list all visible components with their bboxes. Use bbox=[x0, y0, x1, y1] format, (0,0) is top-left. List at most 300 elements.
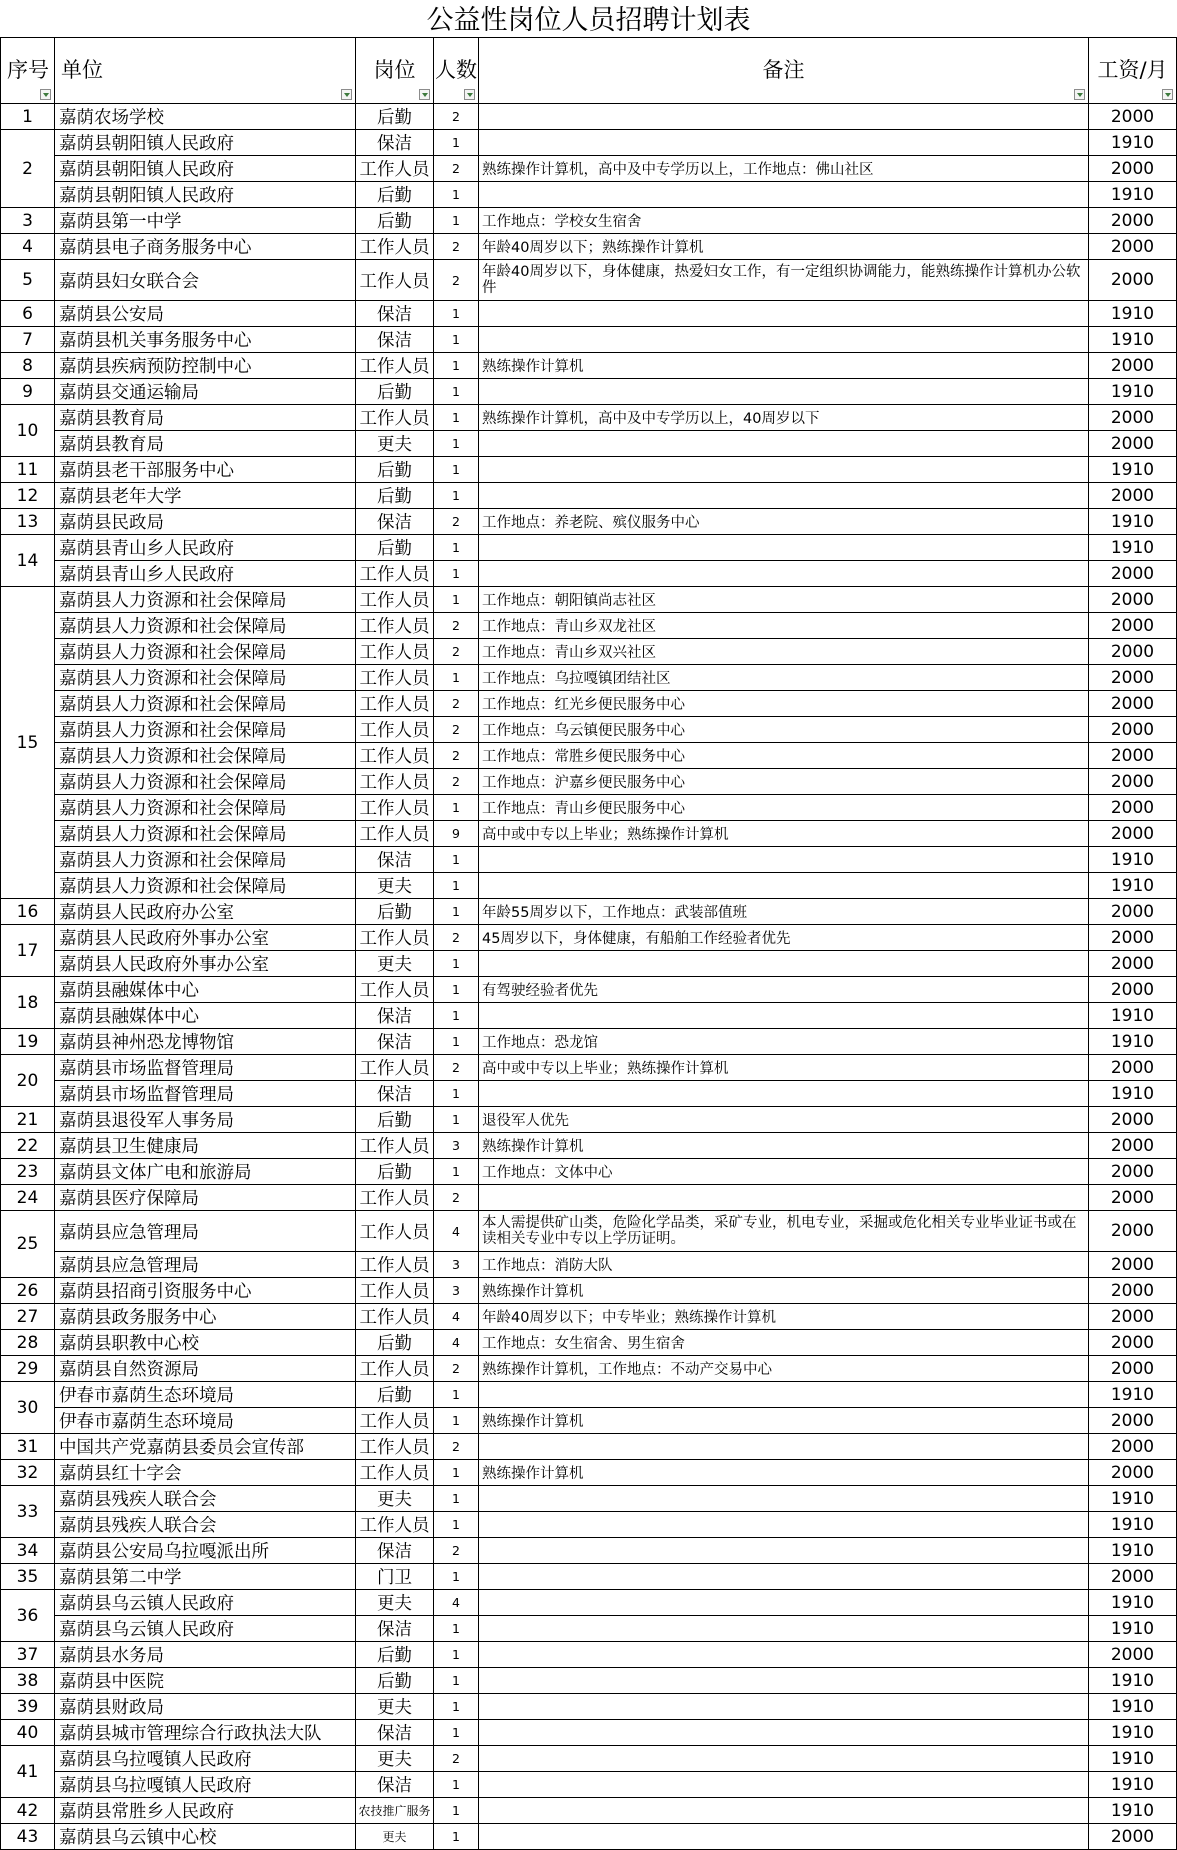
cell-count[interactable]: 4 bbox=[434, 1590, 479, 1616]
cell-unit[interactable]: 嘉荫县招商引资服务中心 bbox=[55, 1278, 356, 1304]
cell-note[interactable]: 熟练操作计算机 bbox=[479, 1278, 1089, 1304]
cell-position[interactable]: 工作人员 bbox=[356, 1356, 434, 1382]
cell-position[interactable]: 工作人员 bbox=[356, 234, 434, 260]
cell-position[interactable]: 工作人员 bbox=[356, 1133, 434, 1159]
cell-salary[interactable]: 1910 bbox=[1089, 1590, 1177, 1616]
cell-no[interactable]: 28 bbox=[1, 1330, 55, 1356]
cell-position[interactable]: 工作人员 bbox=[356, 1211, 434, 1252]
column-header-count[interactable] bbox=[434, 38, 479, 104]
cell-no[interactable]: 32 bbox=[1, 1460, 55, 1486]
cell-position[interactable]: 后勤 bbox=[356, 208, 434, 234]
cell-note[interactable] bbox=[479, 873, 1089, 899]
cell-unit[interactable]: 嘉荫县职教中心校 bbox=[55, 1330, 356, 1356]
cell-unit[interactable]: 嘉荫县人民政府外事办公室 bbox=[55, 925, 356, 951]
cell-unit[interactable]: 嘉荫县机关事务服务中心 bbox=[55, 327, 356, 353]
cell-position[interactable]: 保洁 bbox=[356, 1029, 434, 1055]
cell-position[interactable]: 工作人员 bbox=[356, 1512, 434, 1538]
cell-count[interactable]: 1 bbox=[434, 951, 479, 977]
cell-salary[interactable]: 1910 bbox=[1089, 1668, 1177, 1694]
cell-count[interactable]: 4 bbox=[434, 1304, 479, 1330]
cell-salary[interactable]: 2000 bbox=[1089, 1107, 1177, 1133]
cell-salary[interactable]: 2000 bbox=[1089, 483, 1177, 509]
cell-salary[interactable]: 1910 bbox=[1089, 1720, 1177, 1746]
cell-unit[interactable]: 嘉荫县融媒体中心 bbox=[55, 1003, 356, 1029]
cell-count[interactable]: 1 bbox=[434, 1668, 479, 1694]
cell-unit[interactable]: 嘉荫县青山乡人民政府 bbox=[55, 561, 356, 587]
cell-note[interactable] bbox=[479, 1382, 1089, 1408]
cell-no[interactable]: 15 bbox=[1, 587, 55, 899]
cell-salary[interactable]: 1910 bbox=[1089, 1081, 1177, 1107]
cell-no[interactable]: 37 bbox=[1, 1642, 55, 1668]
cell-salary[interactable]: 2000 bbox=[1089, 405, 1177, 431]
filter-dropdown-icon[interactable] bbox=[1074, 89, 1085, 100]
cell-position[interactable]: 工作人员 bbox=[356, 795, 434, 821]
cell-count[interactable]: 1 bbox=[434, 847, 479, 873]
cell-unit[interactable]: 嘉荫县城市管理综合行政执法大队 bbox=[55, 1720, 356, 1746]
cell-position[interactable]: 工作人员 bbox=[356, 405, 434, 431]
filter-dropdown-icon[interactable] bbox=[341, 89, 352, 100]
cell-note[interactable]: 工作地点：学校女生宿舍 bbox=[479, 208, 1089, 234]
cell-salary[interactable]: 2000 bbox=[1089, 1460, 1177, 1486]
cell-note[interactable]: 有驾驶经验者优先 bbox=[479, 977, 1089, 1003]
cell-salary[interactable]: 2000 bbox=[1089, 1642, 1177, 1668]
cell-note[interactable]: 退役军人优先 bbox=[479, 1107, 1089, 1133]
cell-salary[interactable]: 1910 bbox=[1089, 873, 1177, 899]
cell-note[interactable] bbox=[479, 1486, 1089, 1512]
cell-salary[interactable]: 2000 bbox=[1089, 1356, 1177, 1382]
cell-count[interactable]: 1 bbox=[434, 1460, 479, 1486]
cell-position[interactable]: 更夫 bbox=[356, 1486, 434, 1512]
cell-unit[interactable]: 嘉荫县人民政府外事办公室 bbox=[55, 951, 356, 977]
cell-salary[interactable]: 1910 bbox=[1089, 1003, 1177, 1029]
cell-note[interactable]: 熟练操作计算机 bbox=[479, 1133, 1089, 1159]
cell-no[interactable]: 17 bbox=[1, 925, 55, 977]
cell-note[interactable] bbox=[479, 1538, 1089, 1564]
cell-position[interactable]: 保洁 bbox=[356, 301, 434, 327]
cell-note[interactable]: 熟练操作计算机，工作地点：不动产交易中心 bbox=[479, 1356, 1089, 1382]
cell-position[interactable]: 工作人员 bbox=[356, 1408, 434, 1434]
cell-unit[interactable]: 嘉荫县神州恐龙博物馆 bbox=[55, 1029, 356, 1055]
cell-note[interactable]: 年龄40周岁以下；中专毕业；熟练操作计算机 bbox=[479, 1304, 1089, 1330]
cell-salary[interactable]: 2000 bbox=[1089, 234, 1177, 260]
cell-position[interactable]: 更夫 bbox=[356, 951, 434, 977]
cell-note[interactable]: 年龄55周岁以下，工作地点：武装部值班 bbox=[479, 899, 1089, 925]
cell-salary[interactable]: 1910 bbox=[1089, 301, 1177, 327]
cell-position[interactable]: 更夫 bbox=[356, 1694, 434, 1720]
cell-position[interactable]: 门卫 bbox=[356, 1564, 434, 1590]
cell-unit[interactable]: 嘉荫县人力资源和社会保障局 bbox=[55, 587, 356, 613]
cell-count[interactable]: 2 bbox=[434, 234, 479, 260]
cell-note[interactable]: 工作地点：沪嘉乡便民服务中心 bbox=[479, 769, 1089, 795]
cell-salary[interactable]: 2000 bbox=[1089, 1159, 1177, 1185]
cell-count[interactable]: 1 bbox=[434, 182, 479, 208]
cell-count[interactable]: 1 bbox=[434, 1486, 479, 1512]
cell-unit[interactable]: 嘉荫县自然资源局 bbox=[55, 1356, 356, 1382]
cell-unit[interactable]: 嘉荫县中医院 bbox=[55, 1668, 356, 1694]
cell-note[interactable] bbox=[479, 951, 1089, 977]
cell-salary[interactable]: 1910 bbox=[1089, 1616, 1177, 1642]
cell-position[interactable]: 工作人员 bbox=[356, 769, 434, 795]
cell-note[interactable] bbox=[479, 1824, 1089, 1850]
cell-no[interactable]: 19 bbox=[1, 1029, 55, 1055]
cell-salary[interactable]: 2000 bbox=[1089, 769, 1177, 795]
cell-count[interactable]: 4 bbox=[434, 1330, 479, 1356]
cell-note[interactable] bbox=[479, 1185, 1089, 1211]
cell-no[interactable]: 7 bbox=[1, 327, 55, 353]
cell-position[interactable]: 保洁 bbox=[356, 1538, 434, 1564]
cell-unit[interactable]: 嘉荫县人力资源和社会保障局 bbox=[55, 691, 356, 717]
cell-note[interactable] bbox=[479, 1772, 1089, 1798]
cell-salary[interactable]: 1910 bbox=[1089, 509, 1177, 535]
cell-note[interactable]: 熟练操作计算机，高中及中专学历以上，40周岁以下 bbox=[479, 405, 1089, 431]
cell-position[interactable]: 工作人员 bbox=[356, 260, 434, 301]
cell-note[interactable]: 工作地点：女生宿舍、男生宿舍 bbox=[479, 1330, 1089, 1356]
cell-position[interactable]: 工作人员 bbox=[356, 821, 434, 847]
cell-unit[interactable]: 嘉荫县交通运输局 bbox=[55, 379, 356, 405]
cell-unit[interactable]: 嘉荫县青山乡人民政府 bbox=[55, 535, 356, 561]
cell-salary[interactable]: 1910 bbox=[1089, 457, 1177, 483]
cell-unit[interactable]: 嘉荫县应急管理局 bbox=[55, 1211, 356, 1252]
cell-unit[interactable]: 嘉荫县电子商务服务中心 bbox=[55, 234, 356, 260]
cell-no[interactable]: 23 bbox=[1, 1159, 55, 1185]
cell-count[interactable]: 1 bbox=[434, 1408, 479, 1434]
cell-unit[interactable]: 嘉荫县妇女联合会 bbox=[55, 260, 356, 301]
cell-position[interactable]: 后勤 bbox=[356, 535, 434, 561]
cell-note[interactable]: 工作地点：文体中心 bbox=[479, 1159, 1089, 1185]
cell-count[interactable]: 2 bbox=[434, 1055, 479, 1081]
cell-note[interactable]: 年龄40周岁以下；熟练操作计算机 bbox=[479, 234, 1089, 260]
cell-salary[interactable]: 2000 bbox=[1089, 1330, 1177, 1356]
cell-unit[interactable]: 嘉荫县第一中学 bbox=[55, 208, 356, 234]
cell-no[interactable]: 36 bbox=[1, 1590, 55, 1642]
cell-salary[interactable]: 2000 bbox=[1089, 431, 1177, 457]
cell-salary[interactable]: 2000 bbox=[1089, 156, 1177, 182]
cell-position[interactable]: 更夫 bbox=[356, 1590, 434, 1616]
cell-unit[interactable]: 嘉荫县朝阳镇人民政府 bbox=[55, 156, 356, 182]
cell-unit[interactable]: 嘉荫县疾病预防控制中心 bbox=[55, 353, 356, 379]
cell-count[interactable]: 1 bbox=[434, 1772, 479, 1798]
cell-note[interactable] bbox=[479, 1564, 1089, 1590]
cell-salary[interactable]: 2000 bbox=[1089, 1408, 1177, 1434]
cell-count[interactable]: 1 bbox=[434, 587, 479, 613]
cell-count[interactable]: 2 bbox=[434, 104, 479, 130]
cell-position[interactable]: 工作人员 bbox=[356, 743, 434, 769]
cell-count[interactable]: 2 bbox=[434, 1434, 479, 1460]
cell-no[interactable]: 29 bbox=[1, 1356, 55, 1382]
cell-no[interactable]: 22 bbox=[1, 1133, 55, 1159]
cell-position[interactable]: 保洁 bbox=[356, 1616, 434, 1642]
cell-note[interactable] bbox=[479, 182, 1089, 208]
cell-salary[interactable]: 2000 bbox=[1089, 1278, 1177, 1304]
cell-note[interactable] bbox=[479, 130, 1089, 156]
cell-position[interactable]: 保洁 bbox=[356, 1720, 434, 1746]
cell-salary[interactable]: 2000 bbox=[1089, 613, 1177, 639]
cell-note[interactable]: 熟练操作计算机 bbox=[479, 1460, 1089, 1486]
cell-note[interactable]: 熟练操作计算机 bbox=[479, 1408, 1089, 1434]
cell-count[interactable]: 1 bbox=[434, 1720, 479, 1746]
cell-salary[interactable]: 1910 bbox=[1089, 1382, 1177, 1408]
cell-salary[interactable]: 2000 bbox=[1089, 1304, 1177, 1330]
cell-salary[interactable]: 1910 bbox=[1089, 1772, 1177, 1798]
cell-salary[interactable]: 2000 bbox=[1089, 665, 1177, 691]
cell-note[interactable]: 工作地点：红光乡便民服务中心 bbox=[479, 691, 1089, 717]
cell-unit[interactable]: 中国共产党嘉荫县委员会宣传部 bbox=[55, 1434, 356, 1460]
cell-note[interactable]: 高中或中专以上毕业；熟练操作计算机 bbox=[479, 821, 1089, 847]
cell-note[interactable] bbox=[479, 1746, 1089, 1772]
cell-position[interactable]: 后勤 bbox=[356, 379, 434, 405]
filter-dropdown-icon[interactable] bbox=[464, 89, 475, 100]
cell-count[interactable]: 1 bbox=[434, 795, 479, 821]
cell-unit[interactable]: 嘉荫县老干部服务中心 bbox=[55, 457, 356, 483]
cell-no[interactable]: 24 bbox=[1, 1185, 55, 1211]
cell-count[interactable]: 2 bbox=[434, 691, 479, 717]
cell-count[interactable]: 2 bbox=[434, 639, 479, 665]
cell-salary[interactable]: 1910 bbox=[1089, 535, 1177, 561]
cell-unit[interactable]: 嘉荫县教育局 bbox=[55, 405, 356, 431]
cell-no[interactable]: 11 bbox=[1, 457, 55, 483]
cell-note[interactable] bbox=[479, 1590, 1089, 1616]
cell-position[interactable]: 工作人员 bbox=[356, 1460, 434, 1486]
cell-count[interactable]: 2 bbox=[434, 1356, 479, 1382]
cell-unit[interactable]: 嘉荫县市场监督管理局 bbox=[55, 1055, 356, 1081]
cell-position[interactable]: 后勤 bbox=[356, 899, 434, 925]
cell-salary[interactable]: 2000 bbox=[1089, 743, 1177, 769]
cell-position[interactable]: 工作人员 bbox=[356, 1304, 434, 1330]
cell-salary[interactable]: 2000 bbox=[1089, 795, 1177, 821]
cell-position[interactable]: 工作人员 bbox=[356, 977, 434, 1003]
cell-salary[interactable]: 2000 bbox=[1089, 899, 1177, 925]
cell-count[interactable]: 2 bbox=[434, 1185, 479, 1211]
cell-count[interactable]: 1 bbox=[434, 977, 479, 1003]
cell-note[interactable]: 熟练操作计算机 bbox=[479, 353, 1089, 379]
cell-no[interactable]: 30 bbox=[1, 1382, 55, 1434]
cell-unit[interactable]: 嘉荫县乌云镇中心校 bbox=[55, 1824, 356, 1850]
cell-position[interactable]: 工作人员 bbox=[356, 1278, 434, 1304]
cell-position[interactable]: 后勤 bbox=[356, 104, 434, 130]
cell-position[interactable]: 工作人员 bbox=[356, 613, 434, 639]
cell-unit[interactable]: 嘉荫县人力资源和社会保障局 bbox=[55, 873, 356, 899]
cell-salary[interactable]: 1910 bbox=[1089, 130, 1177, 156]
cell-position[interactable]: 保洁 bbox=[356, 1772, 434, 1798]
cell-unit[interactable]: 嘉荫县红十字会 bbox=[55, 1460, 356, 1486]
cell-salary[interactable]: 2000 bbox=[1089, 1252, 1177, 1278]
cell-salary[interactable]: 2000 bbox=[1089, 1434, 1177, 1460]
cell-unit[interactable]: 嘉荫县政务服务中心 bbox=[55, 1304, 356, 1330]
cell-no[interactable]: 26 bbox=[1, 1278, 55, 1304]
cell-position[interactable]: 工作人员 bbox=[356, 691, 434, 717]
cell-unit[interactable]: 嘉荫县文体广电和旅游局 bbox=[55, 1159, 356, 1185]
cell-unit[interactable]: 嘉荫县常胜乡人民政府 bbox=[55, 1798, 356, 1824]
filter-dropdown-icon[interactable] bbox=[1162, 89, 1173, 100]
cell-position[interactable]: 工作人员 bbox=[356, 353, 434, 379]
cell-position[interactable]: 后勤 bbox=[356, 182, 434, 208]
cell-unit[interactable]: 嘉荫县融媒体中心 bbox=[55, 977, 356, 1003]
cell-salary[interactable]: 2000 bbox=[1089, 1185, 1177, 1211]
cell-salary[interactable]: 2000 bbox=[1089, 1824, 1177, 1850]
cell-count[interactable]: 1 bbox=[434, 1003, 479, 1029]
cell-position[interactable]: 后勤 bbox=[356, 457, 434, 483]
cell-count[interactable]: 1 bbox=[434, 431, 479, 457]
cell-count[interactable]: 1 bbox=[434, 1694, 479, 1720]
cell-count[interactable]: 1 bbox=[434, 665, 479, 691]
cell-salary[interactable]: 2000 bbox=[1089, 639, 1177, 665]
cell-note[interactable]: 工作地点：青山乡便民服务中心 bbox=[479, 795, 1089, 821]
cell-salary[interactable]: 2000 bbox=[1089, 977, 1177, 1003]
cell-no[interactable]: 14 bbox=[1, 535, 55, 587]
cell-note[interactable]: 工作地点：恐龙馆 bbox=[479, 1029, 1089, 1055]
cell-salary[interactable]: 1910 bbox=[1089, 379, 1177, 405]
cell-count[interactable]: 2 bbox=[434, 260, 479, 301]
cell-note[interactable]: 高中或中专以上毕业；熟练操作计算机 bbox=[479, 1055, 1089, 1081]
cell-salary[interactable]: 2000 bbox=[1089, 951, 1177, 977]
filter-dropdown-icon[interactable] bbox=[419, 89, 430, 100]
cell-note[interactable] bbox=[479, 1081, 1089, 1107]
cell-salary[interactable]: 1910 bbox=[1089, 182, 1177, 208]
cell-count[interactable]: 2 bbox=[434, 925, 479, 951]
cell-note[interactable]: 年龄40周岁以下，身体健康，热爱妇女工作，有一定组织协调能力，能熟练操作计算机办公软件 bbox=[479, 260, 1089, 301]
cell-unit[interactable]: 嘉荫县人力资源和社会保障局 bbox=[55, 717, 356, 743]
cell-position[interactable]: 保洁 bbox=[356, 847, 434, 873]
cell-count[interactable]: 1 bbox=[434, 1512, 479, 1538]
cell-unit[interactable]: 嘉荫县人力资源和社会保障局 bbox=[55, 613, 356, 639]
cell-unit[interactable]: 嘉荫县人民政府办公室 bbox=[55, 899, 356, 925]
cell-note[interactable] bbox=[479, 1512, 1089, 1538]
cell-salary[interactable]: 2000 bbox=[1089, 561, 1177, 587]
cell-note[interactable]: 工作地点：乌拉嘎镇团结社区 bbox=[479, 665, 1089, 691]
cell-position[interactable]: 工作人员 bbox=[356, 665, 434, 691]
cell-salary[interactable]: 2000 bbox=[1089, 717, 1177, 743]
cell-salary[interactable]: 2000 bbox=[1089, 208, 1177, 234]
cell-salary[interactable]: 1910 bbox=[1089, 1538, 1177, 1564]
cell-position[interactable]: 保洁 bbox=[356, 509, 434, 535]
cell-salary[interactable]: 1910 bbox=[1089, 1798, 1177, 1824]
cell-position[interactable]: 工作人员 bbox=[356, 1185, 434, 1211]
cell-note[interactable]: 工作地点：朝阳镇尚志社区 bbox=[479, 587, 1089, 613]
cell-count[interactable]: 1 bbox=[434, 457, 479, 483]
cell-salary[interactable]: 2000 bbox=[1089, 1133, 1177, 1159]
cell-no[interactable]: 39 bbox=[1, 1694, 55, 1720]
cell-position[interactable]: 工作人员 bbox=[356, 1055, 434, 1081]
cell-unit[interactable]: 嘉荫县人力资源和社会保障局 bbox=[55, 639, 356, 665]
cell-note[interactable] bbox=[479, 1616, 1089, 1642]
cell-position[interactable]: 后勤 bbox=[356, 1382, 434, 1408]
cell-position[interactable]: 工作人员 bbox=[356, 717, 434, 743]
cell-no[interactable]: 34 bbox=[1, 1538, 55, 1564]
cell-no[interactable]: 33 bbox=[1, 1486, 55, 1538]
cell-position[interactable]: 更夫 bbox=[356, 431, 434, 457]
cell-note[interactable] bbox=[479, 1694, 1089, 1720]
column-header-no[interactable] bbox=[1, 38, 55, 104]
cell-salary[interactable]: 2000 bbox=[1089, 353, 1177, 379]
cell-position[interactable]: 保洁 bbox=[356, 1081, 434, 1107]
cell-count[interactable]: 1 bbox=[434, 353, 479, 379]
cell-salary[interactable]: 2000 bbox=[1089, 587, 1177, 613]
cell-unit[interactable]: 嘉荫县应急管理局 bbox=[55, 1252, 356, 1278]
cell-no[interactable]: 20 bbox=[1, 1055, 55, 1107]
cell-count[interactable]: 1 bbox=[434, 327, 479, 353]
cell-note[interactable] bbox=[479, 1434, 1089, 1460]
cell-note[interactable]: 45周岁以下，身体健康，有船舶工作经验者优先 bbox=[479, 925, 1089, 951]
cell-position[interactable]: 保洁 bbox=[356, 327, 434, 353]
cell-position[interactable]: 农技推广服务 bbox=[356, 1798, 434, 1824]
cell-no[interactable]: 6 bbox=[1, 301, 55, 327]
cell-no[interactable]: 21 bbox=[1, 1107, 55, 1133]
cell-position[interactable]: 保洁 bbox=[356, 1003, 434, 1029]
cell-no[interactable]: 35 bbox=[1, 1564, 55, 1590]
cell-no[interactable]: 40 bbox=[1, 1720, 55, 1746]
cell-note[interactable]: 本人需提供矿山类，危险化学品类，采矿专业，机电专业，采掘或危化相关专业毕业证书或在读相关专业中专以上学历证明。 bbox=[479, 1211, 1089, 1252]
cell-count[interactable]: 1 bbox=[434, 208, 479, 234]
cell-note[interactable]: 工作地点：乌云镇便民服务中心 bbox=[479, 717, 1089, 743]
cell-unit[interactable]: 嘉荫县第二中学 bbox=[55, 1564, 356, 1590]
cell-salary[interactable]: 1910 bbox=[1089, 1512, 1177, 1538]
cell-note[interactable] bbox=[479, 1642, 1089, 1668]
cell-position[interactable]: 工作人员 bbox=[356, 156, 434, 182]
cell-position[interactable]: 工作人员 bbox=[356, 587, 434, 613]
cell-unit[interactable]: 嘉荫县教育局 bbox=[55, 431, 356, 457]
cell-count[interactable]: 1 bbox=[434, 301, 479, 327]
cell-count[interactable]: 2 bbox=[434, 1538, 479, 1564]
cell-unit[interactable]: 嘉荫县乌拉嘎镇人民政府 bbox=[55, 1772, 356, 1798]
cell-no[interactable]: 3 bbox=[1, 208, 55, 234]
cell-note[interactable] bbox=[479, 301, 1089, 327]
cell-unit[interactable]: 嘉荫县乌拉嘎镇人民政府 bbox=[55, 1746, 356, 1772]
cell-note[interactable] bbox=[479, 1668, 1089, 1694]
cell-note[interactable]: 工作地点：青山乡双龙社区 bbox=[479, 613, 1089, 639]
cell-count[interactable]: 9 bbox=[434, 821, 479, 847]
cell-salary[interactable]: 1910 bbox=[1089, 1746, 1177, 1772]
cell-unit[interactable]: 嘉荫县民政局 bbox=[55, 509, 356, 535]
cell-no[interactable]: 27 bbox=[1, 1304, 55, 1330]
cell-no[interactable]: 41 bbox=[1, 1746, 55, 1798]
cell-unit[interactable]: 嘉荫县财政局 bbox=[55, 1694, 356, 1720]
cell-count[interactable]: 3 bbox=[434, 1133, 479, 1159]
cell-unit[interactable]: 伊春市嘉荫生态环境局 bbox=[55, 1382, 356, 1408]
cell-note[interactable]: 工作地点：青山乡双兴社区 bbox=[479, 639, 1089, 665]
cell-note[interactable] bbox=[479, 847, 1089, 873]
cell-unit[interactable]: 嘉荫县朝阳镇人民政府 bbox=[55, 182, 356, 208]
cell-no[interactable]: 38 bbox=[1, 1668, 55, 1694]
cell-count[interactable]: 1 bbox=[434, 1382, 479, 1408]
cell-unit[interactable]: 嘉荫县乌云镇人民政府 bbox=[55, 1590, 356, 1616]
cell-note[interactable] bbox=[479, 327, 1089, 353]
cell-no[interactable]: 31 bbox=[1, 1434, 55, 1460]
cell-note[interactable] bbox=[479, 535, 1089, 561]
cell-position[interactable]: 工作人员 bbox=[356, 639, 434, 665]
cell-note[interactable]: 工作地点：常胜乡便民服务中心 bbox=[479, 743, 1089, 769]
cell-note[interactable] bbox=[479, 1798, 1089, 1824]
cell-position[interactable]: 更夫 bbox=[356, 1746, 434, 1772]
cell-unit[interactable]: 嘉荫县人力资源和社会保障局 bbox=[55, 769, 356, 795]
cell-position[interactable]: 后勤 bbox=[356, 483, 434, 509]
cell-unit[interactable]: 嘉荫县水务局 bbox=[55, 1642, 356, 1668]
cell-count[interactable]: 1 bbox=[434, 1107, 479, 1133]
cell-unit[interactable]: 嘉荫县卫生健康局 bbox=[55, 1133, 356, 1159]
cell-no[interactable]: 2 bbox=[1, 130, 55, 208]
cell-unit[interactable]: 伊春市嘉荫生态环境局 bbox=[55, 1408, 356, 1434]
cell-count[interactable]: 1 bbox=[434, 1081, 479, 1107]
cell-unit[interactable]: 嘉荫县人力资源和社会保障局 bbox=[55, 743, 356, 769]
cell-unit[interactable]: 嘉荫县退役军人事务局 bbox=[55, 1107, 356, 1133]
cell-count[interactable]: 1 bbox=[434, 1564, 479, 1590]
cell-no[interactable]: 10 bbox=[1, 405, 55, 457]
cell-salary[interactable]: 2000 bbox=[1089, 1055, 1177, 1081]
cell-no[interactable]: 25 bbox=[1, 1211, 55, 1278]
column-header-note[interactable] bbox=[479, 38, 1089, 104]
cell-salary[interactable]: 2000 bbox=[1089, 104, 1177, 130]
cell-count[interactable]: 2 bbox=[434, 717, 479, 743]
cell-count[interactable]: 3 bbox=[434, 1278, 479, 1304]
